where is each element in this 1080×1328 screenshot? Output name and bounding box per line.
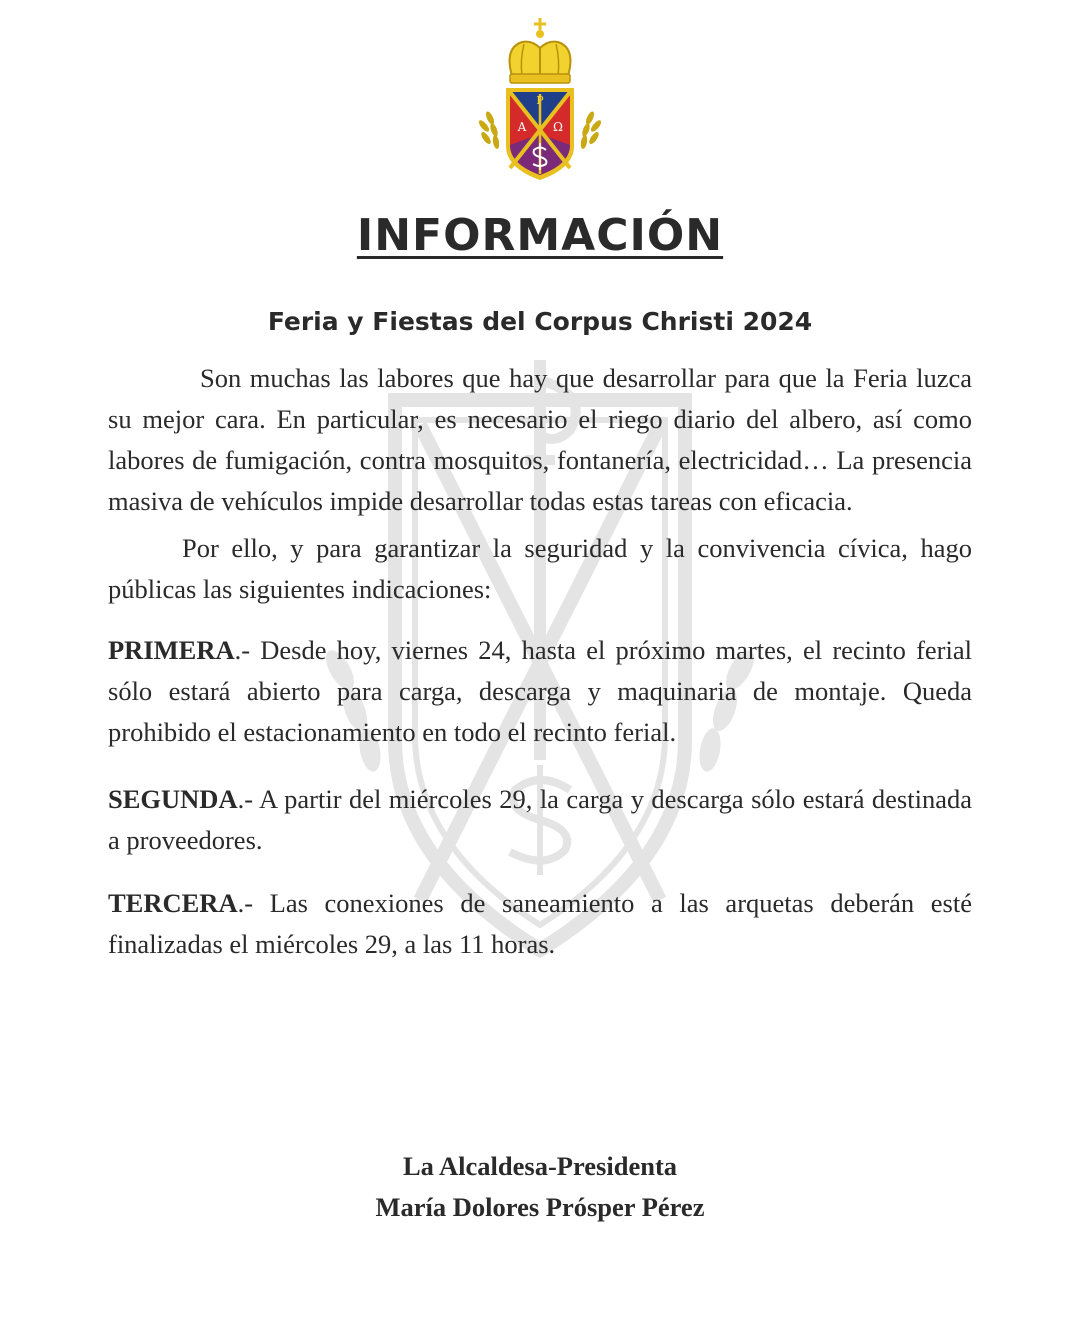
page-subtitle: Feria y Fiestas del Corpus Christi 2024 <box>267 307 813 336</box>
page-title <box>0 210 1080 261</box>
indication-first-lead: PRIMERA <box>108 635 235 665</box>
document-body <box>108 358 972 965</box>
signature-name: María Dolores Prósper Pérez <box>375 1192 705 1222</box>
crest-rho: P <box>536 94 544 107</box>
crest-alpha: A <box>517 120 527 134</box>
indication-third-lead: TERCERA <box>108 888 238 918</box>
coat-of-arms-icon <box>476 18 604 188</box>
indication-first <box>108 630 972 753</box>
indication-third-text: .- Las conexiones de saneamiento a las arquetas deberán esté finalizadas el miércoles 29, a las 11 horas. <box>108 888 972 959</box>
indication-third <box>108 883 972 965</box>
intro-paragraph: Son muchas las labores que hay que desarrollar para que la Feria luzca su mejor cara. En particular, es necesario el riego diario del albero, así como labores de fumigación, contra mosquitos, fontanería, electricidad… La presencia masiva de vehículos impide desarrollar todas estas tareas con eficacia. <box>108 363 972 516</box>
indication-second <box>108 779 972 861</box>
page-title-text: INFORMACIÓN <box>356 210 724 261</box>
indication-second-text: .- A partir del miércoles 29, la carga y descarga sólo estará destinada a proveedores. <box>108 784 972 855</box>
purpose-paragraph: Por ello, y para garantizar la seguridad y la convivencia cívica, hago públicas las siguientes indicaciones: <box>108 533 972 604</box>
indication-first-text: .- Desde hoy, viernes 24, hasta el próximo martes, el recinto ferial sólo estará abierto para carga, descarga y maquinaria de montaje. Queda prohibido el estacionamiento en todo el recinto ferial. <box>108 635 972 747</box>
indication-second-lead: SEGUNDA <box>108 784 238 814</box>
crest-omega: Ω <box>553 120 563 134</box>
signature-role: La Alcaldesa-Presidenta <box>402 1151 678 1181</box>
signature-block <box>0 1146 1080 1228</box>
